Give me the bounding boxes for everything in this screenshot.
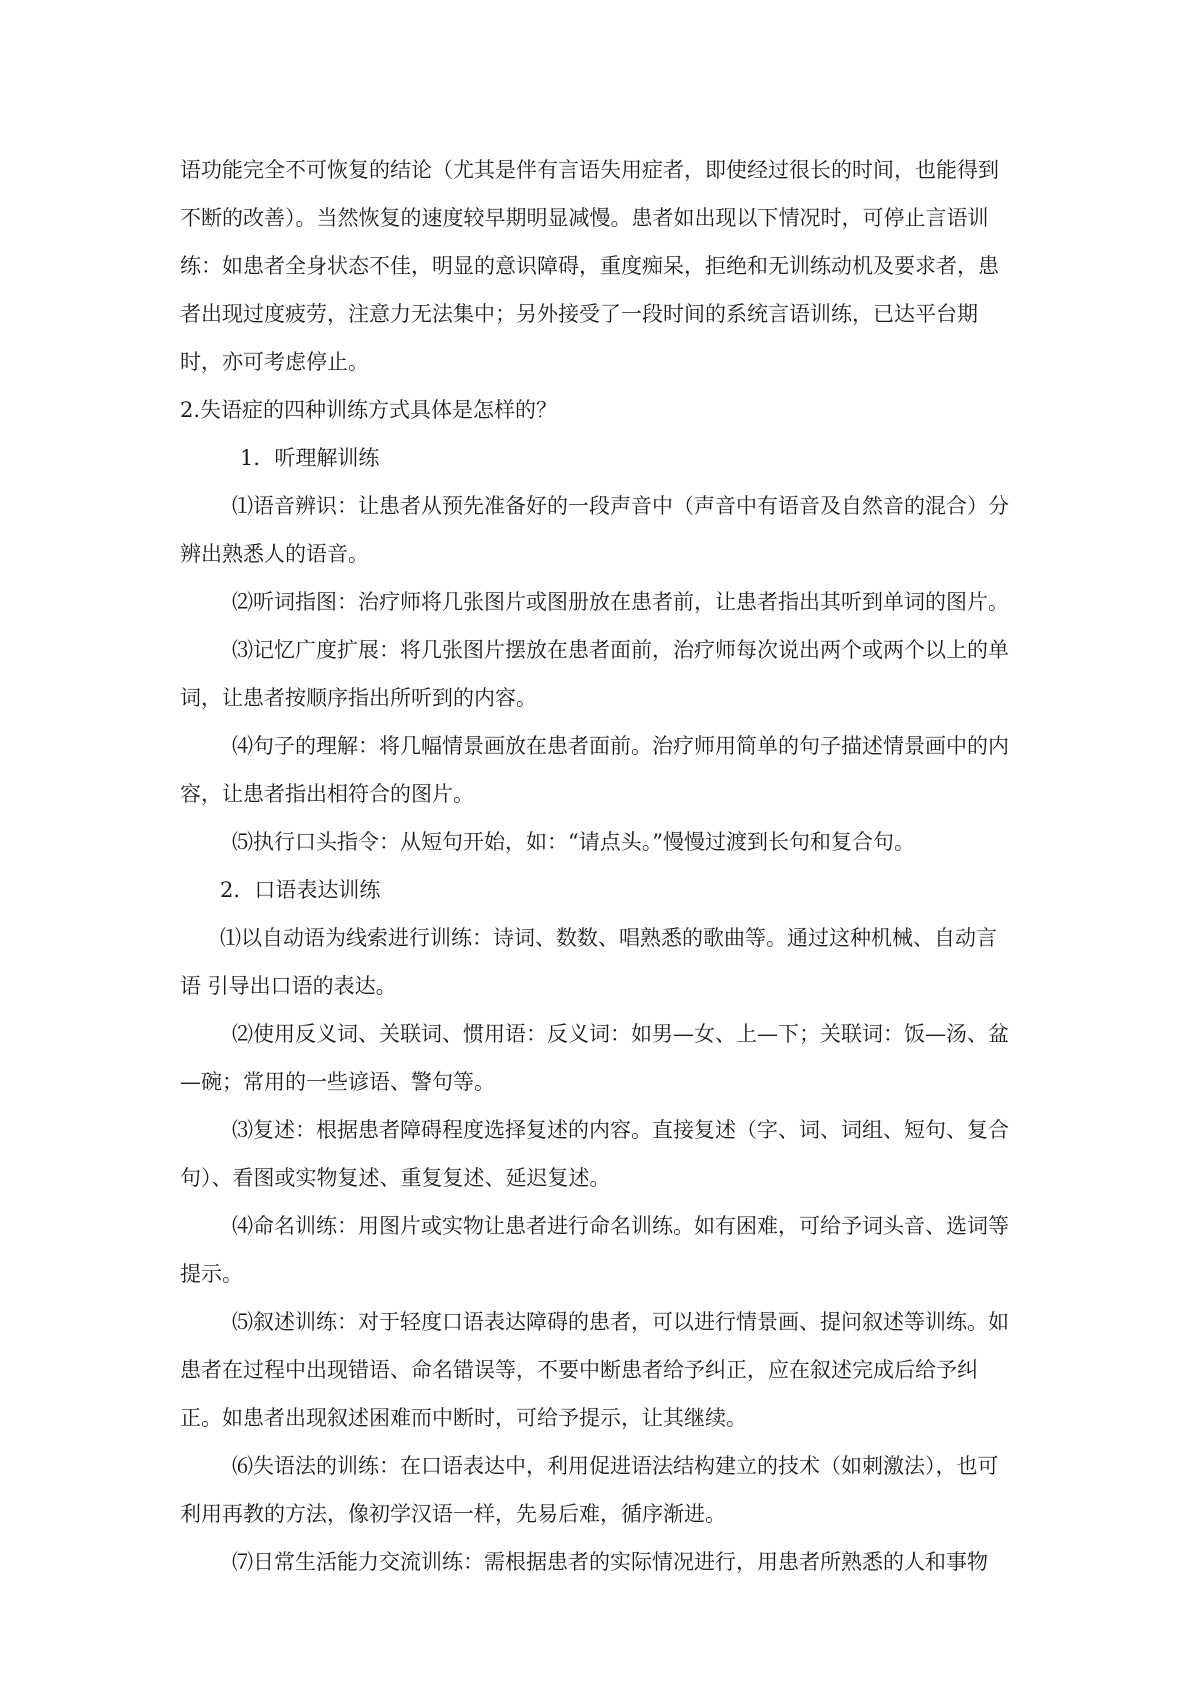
list-item: ⑸执行口头指令：从短句开始，如：“请点头。”慢慢过渡到长句和复合句。 bbox=[232, 830, 915, 854]
list-item: ⑶复述：根据患者障碍程度选择复述的内容。直接复述（字、词、词组、短句、复合句）、看图或实物复述、重复复述、延迟复述。 bbox=[180, 1118, 1009, 1190]
list-item: ⑵使用反义词、关联词、惯用语：反义词：如男—女、上—下；关联词：饭—汤、盆—碗；常用的一些谚语、警句等。 bbox=[180, 1022, 1009, 1094]
list-item: ⑶记忆广度扩展：将几张图片摆放在患者面前，治疗师每次说出两个或两个以上的单词，让患者按顺序指出所听到的内容。 bbox=[180, 638, 1009, 710]
list-item: ⑹失语法的训练：在口语表达中，利用促进语法结构建立的技术（如刺激法），也可利用再教的方法，像初学汉语一样，先易后难，循序渐进。 bbox=[180, 1454, 999, 1526]
section-heading-speaking: 2．口语表达训练 bbox=[220, 878, 381, 902]
list-item: ⑺日常生活能力交流训练：需根据患者的实际情况进行，用患者所熟悉的人和事物 bbox=[232, 1550, 988, 1574]
list-item: ⑴语音辨识：让患者从预先准备好的一段声音中（声音中有语音及自然音的混合）分辨出熟悉人的语音。 bbox=[180, 494, 1009, 566]
list-item: ⑵听词指图：治疗师将几张图片或图册放在患者前，让患者指出其听到单词的图片。 bbox=[232, 590, 1009, 614]
paragraph-continuation: 语功能完全不可恢复的结论（尤其是伴有言语失用症者，即使经过很长的时间，也能得到不断的改善）。当然恢复的速度较早期明显减慢。患者如出现以下情况时，可停止言语训练：如患者全身状态不佳，明显的意识障碍，重度痴呆，拒绝和无训练动机及要求者，患者出现过度疲劳，注意力无法集中；另外接受了一段时间的系统言语训练，已达平台期时，亦可考虑停止。 bbox=[180, 158, 999, 374]
list-item: ⑸叙述训练：对于轻度口语表达障碍的患者，可以进行情景画、提问叙述等训练。如患者在过程中出现错语、命名错误等，不要中断患者给予纠正，应在叙述完成后给予纠正。如患者出现叙述困难而中断时，可给予提示，让其继续。 bbox=[180, 1310, 1009, 1430]
section-heading-listening: 1．听理解训练 bbox=[240, 446, 380, 470]
question-heading: 2.失语症的四种训练方式具体是怎样的？ bbox=[180, 398, 558, 422]
document-page bbox=[180, 146, 1010, 1586]
list-item: ⑷命名训练：用图片或实物让患者进行命名训练。如有困难，可给予词头音、选词等提示。 bbox=[180, 1214, 1009, 1286]
list-item: ⑷句子的理解：将几幅情景画放在患者面前。治疗师用简单的句子描述情景画中的内容，让患者指出相符合的图片。 bbox=[180, 734, 1009, 806]
list-item: ⑴以自动语为线索进行训练：诗词、数数、唱熟悉的歌曲等。通过这种机械、自动言语 引导出口语的表达。 bbox=[180, 926, 997, 998]
